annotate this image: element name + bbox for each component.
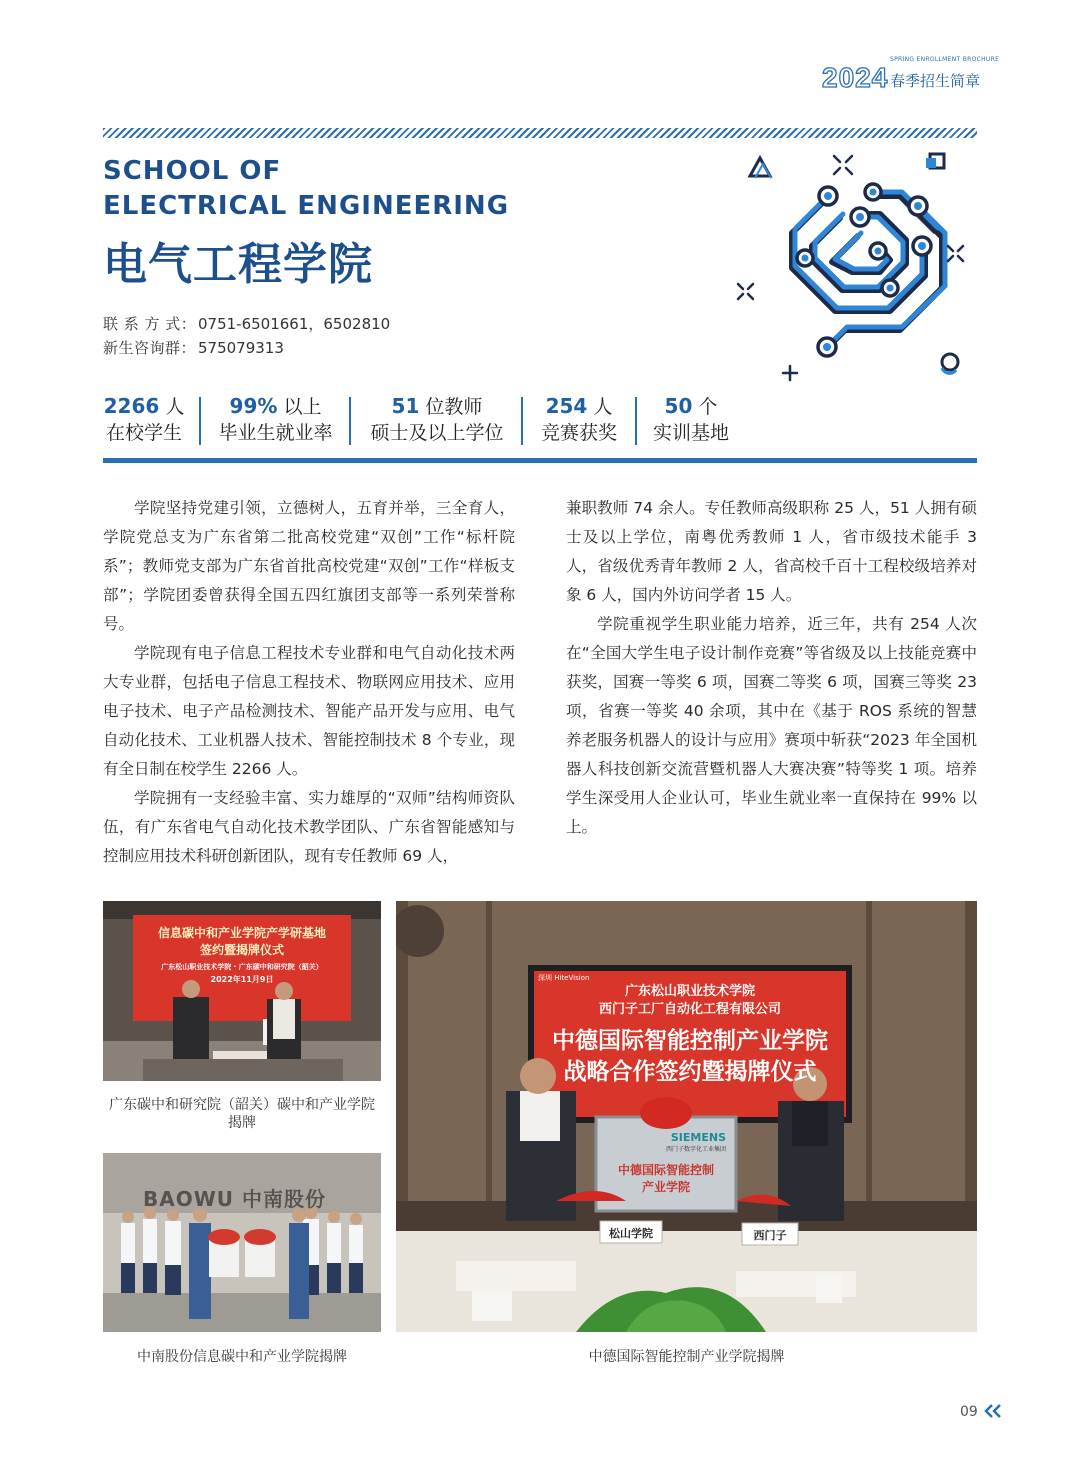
banner-line: 信息碳中和产业学院产学研基地	[157, 926, 326, 940]
school-name-en-line2: ELECTRICAL ENGINEERING	[103, 191, 510, 221]
body-paragraph: 学院重视学生职业能力培养，近三年，共有 254 人次在“全国大学生电子设计制作竞赛”等省级及以上技能竞赛中获奖，国赛一等奖 6 项，国赛二等奖 6 项，国赛三等奖 23 项，省赛一等奖 40 余项，其中在《基于 ROS 系统的智慧养老服务机器人的设计与应用》赛项中斩获“2023 年全国机器人科技创新交流营暨机器人大赛决赛”特等奖 1 项。培养学生深受用人企业认可，毕业生就业率一直保持在 99% 以上。	[566, 615, 977, 836]
photo-sino-german-scene	[396, 901, 977, 1332]
plaque-brand: SIEMENS	[670, 1131, 726, 1144]
contact-phone-row	[103, 312, 390, 336]
stat-label: 实训基地	[652, 422, 729, 444]
banner-line: 西门子工厂自动化工程有限公司	[598, 1002, 781, 1017]
stat-label: 硕士及以上学位	[370, 422, 504, 444]
stat-unit: 人	[587, 396, 613, 418]
contact-group-row	[103, 336, 390, 360]
stat-label: 竞赛获奖	[540, 422, 617, 444]
plaque-sub: 西门子数字化工业集团	[665, 1146, 726, 1153]
plaque	[596, 1131, 736, 1195]
page-number-value: 09	[960, 1404, 978, 1420]
photo-caption: 广东碳中和研究院（韶关）碳中和产业学院揭牌	[109, 1097, 375, 1131]
brochure-subtitle-en: SPRING ENROLLMENT BROCHURE	[890, 56, 1000, 63]
body-column-left	[103, 494, 515, 871]
circuit-decoration-icon	[730, 148, 980, 388]
stat-value: 51	[391, 394, 420, 418]
screen-brand: 深圳 HiteVision	[538, 974, 590, 982]
stat-divider	[635, 397, 637, 445]
stat-divider	[349, 397, 351, 445]
photo-sino-german	[396, 901, 977, 1332]
stat-value: 50	[664, 394, 693, 418]
contact-phone-value: 0751-6501661，6502810	[198, 315, 391, 333]
body-paragraph: 学院现有电子信息工程技术专业群和电气自动化技术两大专业群，包括电子信息工程技术、物联网应用技术、应用电子技术、电子产品检测技术、智能产品开发与应用、电气自动化技术、工业机器人技术、智能控制技术 8 个专业，现有全日制在校学生 2266 人。	[103, 644, 515, 778]
stat-value: 99%	[229, 394, 278, 418]
body-paragraph: 兼职教师 74 余人。专任教师高级职称 25 人，51 人拥有硕士及以上学位，南粤优秀教师 1 人，省市级技术能手 3 人，省级优秀青年教师 2 人，省高校千百十工程校级培养对象 6 人，国内外访问学者 15 人。	[566, 499, 977, 604]
stat-awards	[537, 393, 621, 449]
brochure-year: 2024	[822, 62, 889, 93]
hatch-divider	[103, 128, 977, 138]
photo-caption: 中南股份信息碳中和产业学院揭牌	[137, 1349, 347, 1365]
photo-zhongnan-scene	[103, 1153, 381, 1332]
plaque-line: 中德国际智能控制	[617, 1163, 714, 1177]
banner-line: 广东松山职业技术学院 · 广东碳中和研究院（韶关）	[161, 963, 323, 971]
plaque-line: 产业学院	[641, 1180, 690, 1194]
banner-line: 战略合作签约暨揭牌仪式	[563, 1059, 817, 1085]
contact-info	[103, 312, 390, 360]
body-paragraph: 学院坚持党建引领，立德树人，五育并举，三全育人，学院党总支为广东省第二批高校党建“双创”工作“标杆院系”；教师党支部为广东省首批高校党建“双创”工作“样板支部”；学院团委曾获得全国五四红旗团支部等一系列荣誉称号。	[103, 499, 515, 633]
banner-date: 2022年11月9日	[210, 975, 274, 984]
stat-label: 在校学生	[105, 422, 182, 444]
stat-unit: 位教师	[419, 396, 483, 418]
contact-group-label: 新生咨询群：	[103, 339, 197, 357]
stat-unit: 个	[692, 396, 718, 418]
stat-divider	[521, 397, 523, 445]
nameplate-right: 西门子	[753, 1229, 787, 1242]
body-paragraph: 学院拥有一支经验丰富、实力雄厚的“双师”结构师资队伍，有广东省电气自动化技术教学团队、广东省智能感知与控制应用技术科研创新团队，现有专任教师 69 人，	[103, 789, 515, 865]
photo-carbon-institute	[103, 901, 381, 1081]
banner-line: 签约暨揭牌仪式	[199, 943, 284, 957]
school-name-en	[103, 154, 509, 224]
stat-value: 254	[545, 394, 588, 418]
brochure-title: 春季招生简章	[890, 72, 981, 90]
banner-line: 广东松山职业技术学院	[624, 984, 755, 999]
nameplate-left: 松山学院	[609, 1227, 653, 1240]
stat-bases	[649, 393, 733, 449]
stat-unit: 人	[159, 396, 185, 418]
stats-bar	[103, 393, 977, 459]
stat-teachers	[365, 393, 509, 449]
stats-rule	[103, 458, 977, 463]
photo-banner-text	[534, 983, 846, 1087]
photo-caption: 中德国际智能控制产业学院揭牌	[588, 1349, 785, 1365]
photo-banner-text	[133, 925, 351, 985]
photo-zhongnan	[103, 1153, 381, 1332]
school-name-en-line1: SCHOOL OF	[103, 156, 282, 186]
double-chevron-left-icon	[984, 1404, 1002, 1418]
banner-line: 中德国际智能控制产业学院	[552, 1028, 828, 1054]
page-number	[960, 1404, 1002, 1420]
contact-phone-label: 联 系 方 式：	[103, 315, 197, 333]
stat-value: 2266	[103, 394, 160, 418]
stat-unit: 以上	[277, 396, 322, 418]
school-name-cn: 电气工程学院	[103, 239, 373, 290]
photo-wall-text: BAOWU 中南股份	[143, 1187, 326, 1211]
contact-group-value: 575079313	[198, 339, 284, 357]
stat-students	[103, 393, 185, 449]
stat-employment	[213, 393, 338, 449]
body-column-right	[566, 494, 977, 842]
stat-divider	[199, 397, 201, 445]
stat-label: 毕业生就业率	[218, 422, 333, 444]
